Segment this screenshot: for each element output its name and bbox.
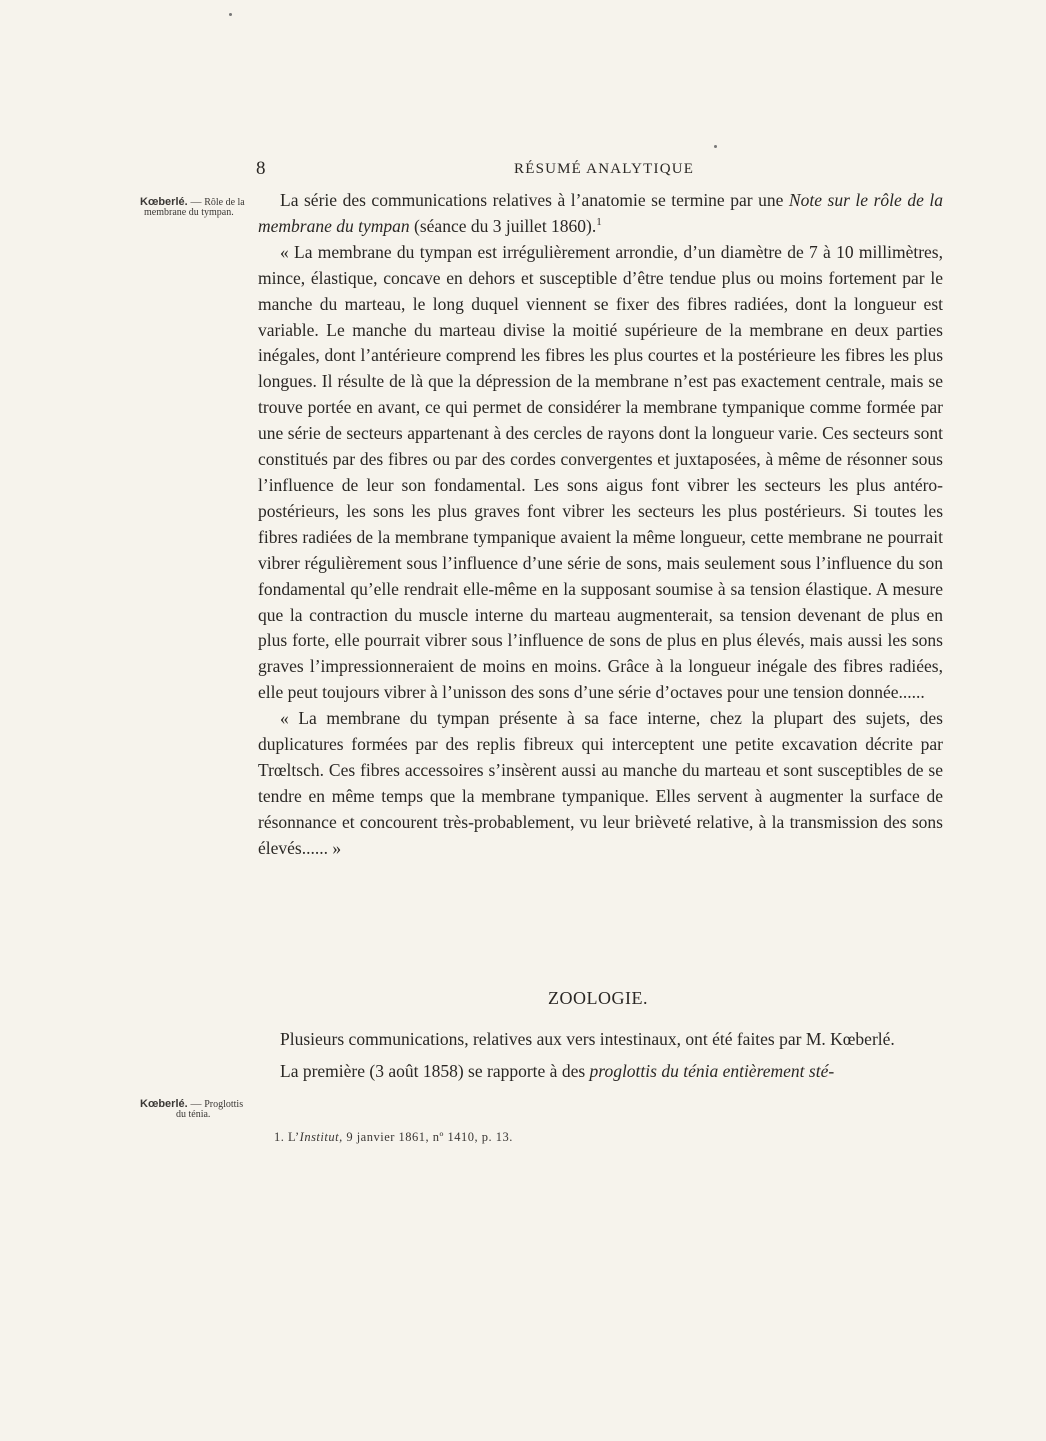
margin-note-author: Kœberlé. [140,1098,188,1110]
proglottis-term: proglottis du ténia entièrement sté- [589,1060,835,1081]
margin-note-membrane: Kœberlé. — Rôle de la membrane du tympan. [140,197,265,218]
paragraph-proglottis: La première (3 août 1858) se rapporte à des proglottis du ténia entièrement sté- [280,1060,835,1081]
print-speck [714,145,717,148]
margin-note-topic-cont: du ténia. [176,1109,211,1120]
section-title: ZOOLOGIE. [548,988,648,1008]
paragraph-intro: La série des communications relatives à l’anatomie se termine par une Note sur le rôle de la membrane du tympan (séance du 3 juillet 1860).$^1$ [258,190,943,236]
margin-note-topic-cont: membrane du tympan. [144,207,234,218]
margin-note-topic: Rôle de la [204,197,245,208]
margin-note-proglottis: Kœberlé. — Proglottis du ténia. [140,1099,265,1120]
paragraph-zoology-intro: Plusieurs communications, relatives aux vers intestinaux, ont été faites par M. Kœberlé. [280,1029,895,1049]
margin-note-author: Kœberlé. [140,196,188,208]
paragraph-quote-1: « La membrane du tympan est irrégulièrement arrondie, d’un diamètre de 7 à 10 millimètres, mince, élastique, concave en dehors et susceptible d’être tendue plus ou moins fortement par le manche du marteau, le long duquel viennent se fixer des fibres radiées, dont la longueur est variable. Le manche du marteau divise la moitié supérieure de la membrane en deux parties inégales, dont l’antérieure comprend les fibres les plus courtes et la postérieure les fibres les plus longues. Il résulte de là que la dépression de la membrane n’est pas exactement centrale, mais se trouve portée en avant, ce qui permet de considérer la membrane tympanique comme formée par une série de secteurs appartenant à des cercles de rayons dont la longueur varie. Ces secteurs sont constitués par des fibres ou par des cordes convergentes et juxtaposées, à même de résonner sous l’influence de leur son fondamental. Les sons aigus font vibrer les secteurs les plus antéro-postérieurs, les sons les plus graves font vibrer les secteurs les plus postérieurs. Si toutes les fibres radiées de la membrane tympanique avaient la même longueur, cette membrane ne pourrait vibrer régulièrement sous l’influence d’une série de sons, mais seulement sous l’influence du son fondamental qu’elle rendrait elle-même en la supposant soumise à sa tension élastique. A mesure que la contraction du muscle interne du marteau augmenterait, sa tension devenant de plus en plus forte, elle pourrait vibrer sous l’influence de sons de plus en plus élevés, mais aussi les sons graves l’impressionneraient de moins en moins. Grâce à la longueur inégale des fibres radiées, elle peut toujours vibrer à l’unisson des sons d’une série d’octaves pour une tension donnée...... [258,241,943,703]
footnote-source: Institut, [299,1130,343,1144]
note-title: Note sur le rôle de la membrane du tympan [258,190,943,236]
margin-note-topic: Proglottis [204,1099,244,1110]
footnote-reference[interactable]: 1 [596,216,602,229]
footnote: 1. L’Institut, 9 janvier 1861, nº 1410, p. 13. [274,1130,513,1144]
page-number: 8 [256,158,266,179]
print-speck [229,13,232,16]
running-head: RÉSUMÉ ANALYTIQUE [514,161,695,177]
paragraph-quote-2: « La membrane du tympan présente à sa face interne, chez la plupart des sujets, des duplicatures formées par des replis fibreux qui interceptent une petite excavation décrite par Trœltsch. Ces fibres accessoires s’insèrent aussi au manche du marteau et sont susceptibles de se tendre en même temps que la membrane tympanique. Elles servent à augmenter la surface de résonnance et concourent très-probablement, vu leur brièveté relative, à la transmission des sons élevés...... » [258,708,943,858]
main-text-upper [258,188,943,862]
main-text-lower [258,1027,943,1085]
